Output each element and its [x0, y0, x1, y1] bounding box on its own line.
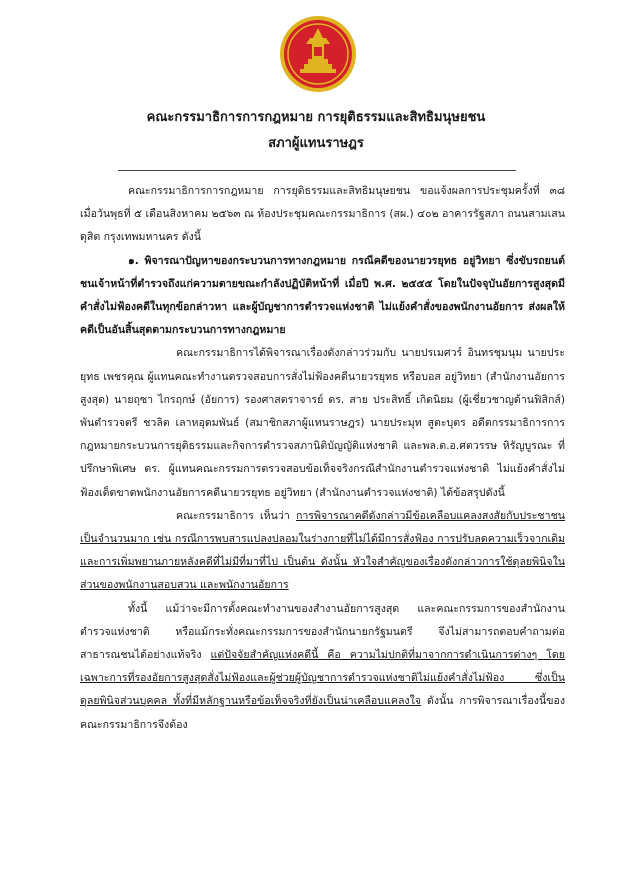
committee-opinion-paragraph — [80, 505, 565, 598]
opinion-underlined: การพิจารณาคดีดังกล่าวมีข้อเคลือบแคลงสงสัยกับประชาชนเป็นจำนวนมาก เช่น กรณีการพบสารแปลงปลอมในร่างกายที่ไม่ได้มีการสั่งฟ้อง การปรับลดความเร็วจากเดิม และการเพิ่มพยานภายหลังคดีที่ไม่มีที่มาที่ไป เป็นต้น ดังนั้น หัวใจสำคัญของเรื่องดังกล่าวการใช้ดุลยพินิจในส่วนของพนักงานสอบสวน และพนักงานอัยการ — [80, 509, 565, 592]
header-divider — [118, 170, 516, 171]
house-title: สภาผู้แทนราษฎร — [268, 136, 364, 151]
document-body — [80, 180, 565, 737]
further-paragraph — [80, 598, 565, 737]
participants-paragraph: คณะกรรมาธิการได้พิจารณาเรื่องดังกล่าวร่วมกับ นายปรเมศวร์ อินทรชุมนุม นายประยุทธ เพชรคุณ ผู้แทนคณะทำงานตรวจสอบการสั่งไม่ฟ้องคดีนายวรยุทธ หรือบอส อยู่วิทยา (สำนักงานอัยการสูงสุด) นายถุซา ไกรฤกษ์ (อัยการ) รองศาสตราจารย์ ดร. สาย ประสิทธิ์ เกิดนิยม (ผู้เชี่ยวชาญด้านฟิสิกส์) พันตำรวจตรี ชวลิต เลาหอุดมพันธ์ (สมาชิกสภาผู้แทนราษฎร) นายประมุท สูตะบุตร อดีตกรรมาธิการการกฎหมายกระบวนการยุติธรรมและกิจการตำรวจสภานิติบัญญัติแห่งชาติ และพล.ต.อ.ศตวรรษ หิรัญบูรณะ ที่ปรึกษาพิเศษ ดร. ผู้แทนคณะกรรมการตรวจสอบข้อเท็จจริงกรณีสำนักงานตำรวจแห่งชาติ ไม่แย้งคำสั่งไม่ฟ้องเด็ดขาดพนักงานอัยการคดีนายวรยุทธ อยู่วิทยา (สำนักงานตำรวจแห่งชาติ) ได้ข้อสรุปดังนี้ — [80, 347, 565, 499]
parliament-emblem-icon — [278, 14, 358, 94]
further-underlined: แต่ปัจจัยสำคัญแห่งคดีนี้ คือ ความไม่ปกติที่มาจากการดำเนินการต่างๆ โดยเฉพาะการที่รองอัยการสูงสุดสั่งไม่ฟ้องและผู้ช่วยผู้บัญชาการตำรวจแห่งชาติไม่แย้งคำสั่งไม่ฟ้อง ซึ่งเป็นดุลยพินิจส่วนบุคคล ทั้งที่มีหลักฐานหรือข้อเท็จจริงที่ยังเป็นน่าเคลือบแคลงใจ — [80, 649, 565, 708]
agenda-item-1-heading: ๑. พิจารณาปัญหาของกระบวนการทางกฎหมาย กรณีคดีของนายวรยุทธ อยู่วิทยา ซึ่งขับรถยนต์ชนเจ้าหน้าที่ตำรวจถึงแก่ความตายขณะกำลังปฏิบัติหน้าที่ เมื่อปี พ.ศ. ๒๕๕๕ โดยในปัจจุบันอัยการสูงสุดมีคำสั่งไม่ฟ้องคดีในทุกข้อกล่าวหา และผู้บัญชาการตำรวจแห่งชาติ ไม่แย้งคำสั่งของพนักงานอัยการ ส่งผลให้คดีเป็นอันสิ้นสุดตามกระบวนการทางกฎหมาย — [80, 254, 565, 337]
further-text-a: ทั้งนี้ แม้ว่าจะมีการตั้งคณะทำงานของสำงานอัยการสูงสุด และคณะกรรมการของสำนักงานตำรวจแห่งชาติ หรือแม้กระทั่งคณะกรรมการของสำนักนายกรัฐมนตรี จึงไม่สามารถตอบคำถามต่อสาธารณชนได้อย่างแท้จริง — [80, 602, 565, 662]
committee-title: คณะกรรมาธิการการกฎหมาย การยุติธรรมและสิทธิมนุษยชน — [146, 110, 486, 125]
opinion-lead: คณะกรรมาธิการ เห็นว่า — [176, 509, 296, 522]
further-text-b: ดังนั้น การพิจารณาเรื่องนี้ของคณะกรรมาธิการจึงต้อง — [80, 695, 565, 731]
intro-paragraph: คณะกรรมาธิการการกฎหมาย การยุติธรรมและสิทธิมนุษยชน ขอแจ้งผลการประชุมครั้งที่ ๓๘ เมื่อวันพุธที่ ๕ เดือนสิงหาคม ๒๕๖๓ ณ ห้องประชุมคณะกรรมาธิการ (สผ.) ๔๐๒ อาคารรัฐสภา ถนนสามเสน ดุสิต กรุงเทพมหานคร ดังนี้ — [80, 185, 565, 244]
